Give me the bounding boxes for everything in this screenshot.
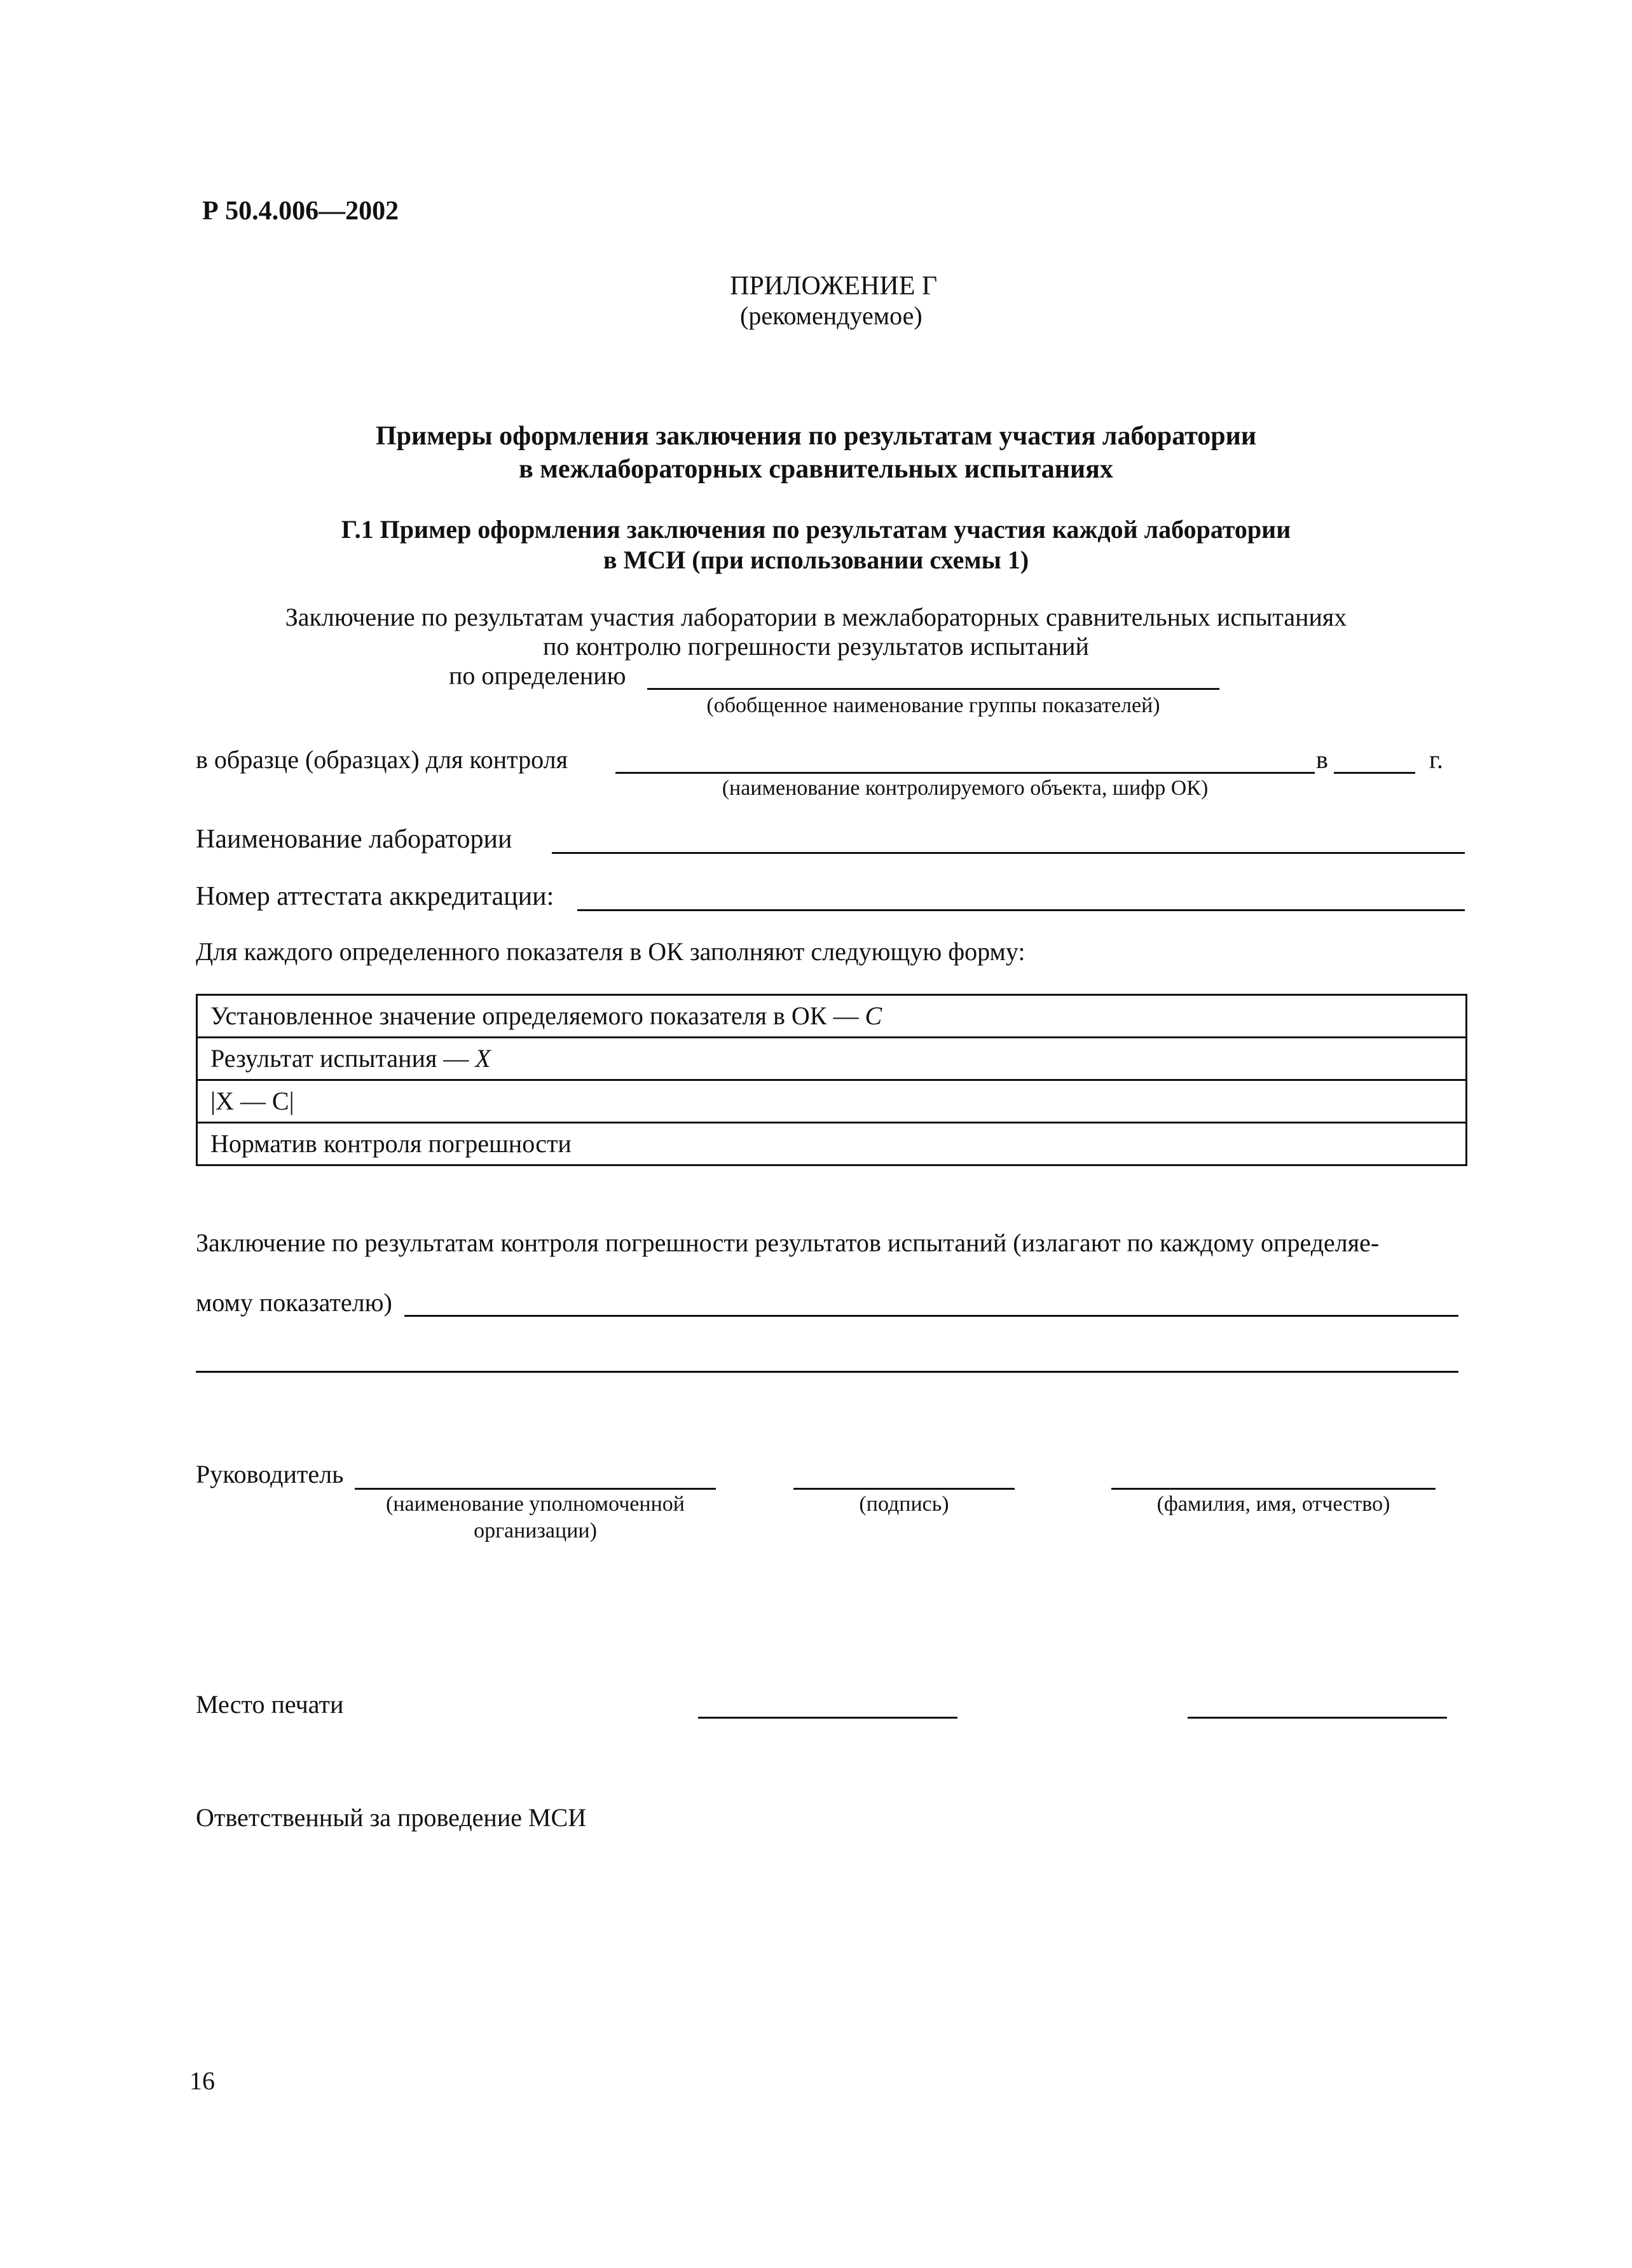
table-row [197, 1123, 1467, 1165]
table-row [197, 995, 1467, 1038]
main-title-line1: Примеры оформления заключения по результатам участия лаборатории [375, 422, 1257, 451]
document-number: Р 50.4.006—2002 [202, 196, 399, 226]
head-label: Руководитель [196, 1460, 344, 1488]
responsible-label: Ответственный за проведение МСИ [196, 1803, 587, 1832]
table-cell-norm[interactable]: Норматив контроля погрешности [197, 1123, 1467, 1165]
test-result-var: X [475, 1044, 491, 1073]
appendix-status: (рекомендуемое) [740, 301, 922, 330]
year-line[interactable] [1334, 772, 1415, 774]
signature-line[interactable] [793, 1488, 1015, 1490]
conclusion-title-line1: Заключение по результатам участия лаборатории в межлабораторных сравнительных испытаниях [285, 603, 1347, 631]
page-number: 16 [189, 2066, 215, 2095]
assigned-value-label: Установленное значение определяемого показателя в ОК — [210, 1001, 865, 1030]
seal-label: Место печати [196, 1690, 344, 1719]
org-name-hint-line1: (наименование уполномоченной [386, 1492, 685, 1516]
object-name-hint: (наименование контролируемого объекта, шифр ОК) [722, 776, 1209, 800]
lab-name-line[interactable] [552, 852, 1465, 854]
table-row [197, 1038, 1467, 1080]
org-name-line[interactable] [355, 1488, 716, 1490]
org-name-hint-line2: организации) [474, 1519, 597, 1543]
assigned-value-var: С [865, 1001, 882, 1030]
form-intro: Для каждого определенного показателя в ОК заполняют следующую форму: [196, 937, 1025, 966]
table-cell-assigned-value[interactable] [197, 995, 1467, 1038]
table-row [197, 1080, 1467, 1123]
table-cell-difference[interactable]: |X — С| [197, 1080, 1467, 1123]
table-cell-test-result[interactable] [197, 1038, 1467, 1080]
sample-label: в образце (образцах) для контроля [196, 745, 568, 774]
object-name-line[interactable] [615, 772, 1315, 774]
cert-number-line[interactable] [577, 909, 1465, 911]
full-name-line[interactable] [1111, 1488, 1436, 1490]
main-title-line2: в межлабораторных сравнительных испытаниях [519, 455, 1113, 484]
test-result-label: Результат испытания — [210, 1044, 476, 1073]
lab-name-label: Наименование лаборатории [196, 825, 512, 854]
conclusion-title-line3: по определению [449, 661, 626, 690]
seal-line-1[interactable] [698, 1717, 957, 1719]
year-label: г. [1429, 745, 1443, 774]
full-name-hint: (фамилия, имя, отчество) [1156, 1492, 1390, 1516]
section-title-line2: в МСИ (при использовании схемы 1) [603, 546, 1029, 574]
group-name-line[interactable] [647, 688, 1219, 690]
signature-hint: (подпись) [859, 1492, 949, 1516]
appendix-title: ПРИЛОЖЕНИЕ Г [730, 271, 938, 301]
in-label: в [1316, 745, 1328, 774]
seal-line-2[interactable] [1188, 1717, 1447, 1719]
cert-number-label: Номер аттестата аккредитации: [196, 882, 554, 911]
indicator-form-table [196, 994, 1467, 1166]
conclusion-title-line2: по контролю погрешности результатов испытаний [543, 632, 1089, 661]
group-name-hint: (обобщенное наименование группы показателей) [706, 694, 1160, 717]
conclusion-line2: мому показателю) [196, 1288, 392, 1317]
conclusion-line1: Заключение по результатам контроля погрешности результатов испытаний (излагают по каждому определяе- [196, 1228, 1380, 1257]
conclusion-line-2[interactable] [196, 1371, 1458, 1373]
section-title-line1: Г.1 Пример оформления заключения по результатам участия каждой лаборатории [341, 515, 1291, 544]
conclusion-line-1[interactable] [404, 1315, 1458, 1317]
